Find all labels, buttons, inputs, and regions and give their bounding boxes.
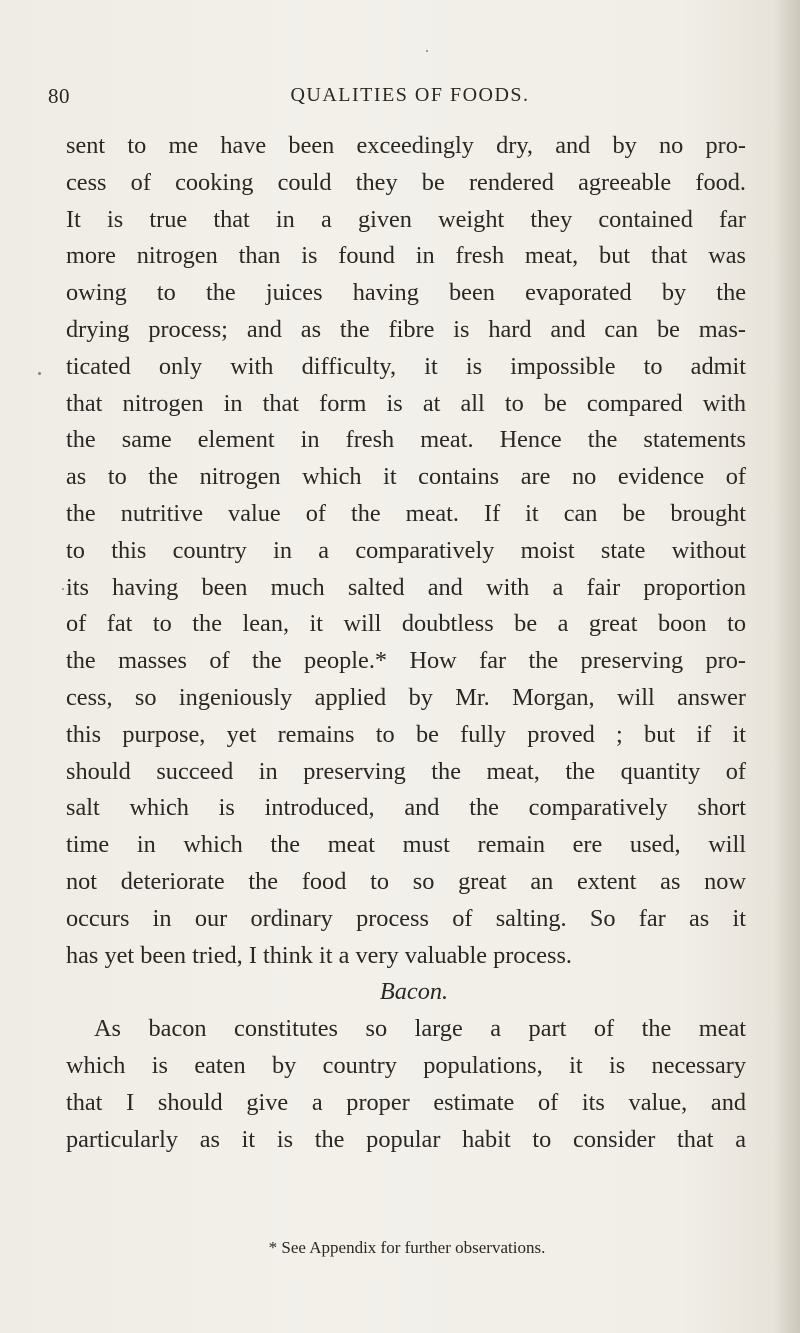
text-line: the nutritive value of the meat. If it can be brought	[66, 499, 746, 527]
text-line: that nitrogen in that form is at all to be compared with	[66, 389, 746, 417]
paper-speck	[38, 372, 41, 375]
text-line: As bacon constitutes so large a part of the meat	[94, 1015, 746, 1043]
footnote: * See Appendix for further observations.	[268, 1238, 546, 1257]
page-edge-shadow	[774, 0, 800, 1333]
text-line: has yet been tried, I think it a very valuable process.	[66, 941, 573, 969]
text-line: not deteriorate the food to so great an extent as now	[66, 867, 746, 895]
text-line: should succeed in preserving the meat, the quantity of	[66, 757, 746, 785]
running-header	[0, 80, 800, 120]
text-line: to this country in a comparatively moist state without	[66, 536, 746, 564]
text-line: which is eaten by country populations, it is necessary	[66, 1051, 746, 1079]
text-line: ticated only with difficulty, it is impossible to admit	[66, 352, 746, 380]
text-line: of fat to the lean, it will doubtless be a great boon to	[66, 610, 746, 638]
text-line: this purpose, yet remains to be fully proved ; but if it	[66, 720, 746, 748]
text-line: time in which the meat must remain ere used, will	[66, 831, 746, 859]
paper-speck	[62, 588, 64, 590]
text-line: sent to me have been exceedingly dry, and by no pro-	[66, 132, 746, 159]
text-line: its having been much salted and with a fair proportion	[66, 573, 746, 601]
text-line: occurs in our ordinary process of salting. So far as it	[66, 904, 746, 932]
text-line: cess of cooking could they be rendered agreeable food.	[66, 168, 746, 196]
text-line: It is true that in a given weight they contained far	[66, 205, 746, 233]
paper-speck	[426, 50, 428, 52]
body-text	[66, 128, 746, 1158]
text-line: more nitrogen than is found in fresh meat, but that was	[66, 242, 746, 270]
running-title: QUALITIES OF FOODS.	[290, 84, 530, 106]
text-line: owing to the juices having been evaporated by the	[66, 279, 746, 307]
text-line: the same element in fresh meat. Hence the statements	[66, 426, 746, 454]
text-line: cess, so ingeniously applied by Mr. Morgan, will answer	[66, 683, 746, 711]
text-line: the masses of the people.* How far the preserving pro-	[66, 647, 746, 675]
text-line: particularly as it is the popular habit to consider that a	[66, 1125, 746, 1153]
text-line: drying process; and as the fibre is hard and can be mas-	[66, 315, 746, 343]
text-line: that I should give a proper estimate of its value, and	[66, 1088, 746, 1116]
text-line: as to the nitrogen which it contains are no evidence of	[66, 463, 746, 491]
section-heading: Bacon.	[379, 978, 449, 1006]
page-number: 80	[48, 84, 70, 108]
text-line: salt which is introduced, and the comparatively short	[66, 794, 746, 822]
